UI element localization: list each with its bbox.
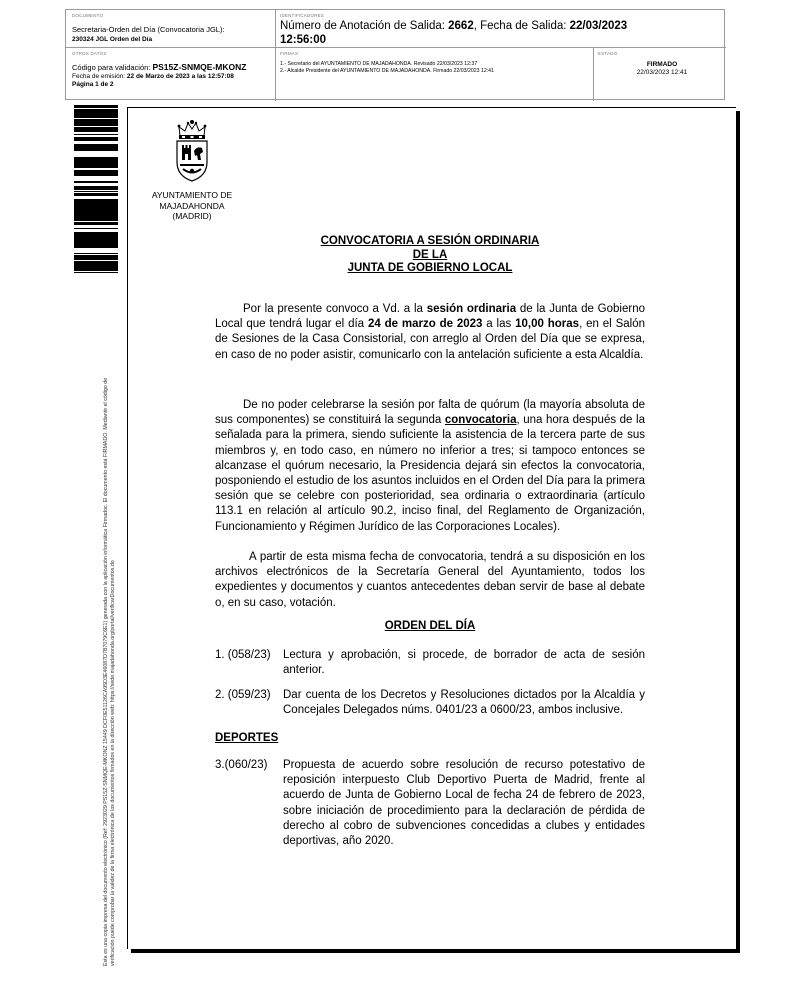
- document-header: [65, 9, 725, 100]
- validation-code: Código para validación: PS15Z-SNMQE-MKONZ: [72, 62, 247, 72]
- orden-del-dia-heading: ORDEN DEL DÍA: [384, 620, 476, 632]
- firmas-caption: FIRMAS: [280, 51, 299, 56]
- agenda-item: [215, 758, 645, 849]
- estado-value: FIRMADO: [646, 61, 678, 68]
- paragraph-quorum: De no poder celebrarse la sesión por falta de quórum (la mayoría absoluta de sus componentes) se constituirá la segunda convocatoria, una hora después de la señalada para la primera, siendo suficiente la asistencia de la tercera parte de sus miembros y, en todo caso, en número no inferior a tres; si tampoco entonces se alcanzase el quórum necesario, la Presidencia dejará sin efectos la convocatoria, posponiendo el estudio de los asuntos incluidos en el Orden del Día para la primera sesión que se celebre con posterioridad, sea ordinaria o extraordinaria (artículo 113.1 en relación al artículo 90.2, inciso final, del Reglamento de Organización, Funcionamiento y Régimen Jurídico de las Corporaciones Locales).: [215, 399, 645, 533]
- coat-of-arms-icon: [171, 118, 213, 184]
- agenda-item-number: 1. (058/23): [215, 649, 271, 661]
- documento-name: Secretaria-Orden del Día (Convocatoria JGL):: [72, 25, 225, 34]
- institution-line-3: (MADRID): [172, 211, 212, 221]
- agenda-item: [215, 688, 645, 718]
- title-line-1: CONVOCATORIA A SESIÓN ORDINARIA: [320, 235, 540, 247]
- agenda-item: [215, 648, 645, 678]
- agenda-item-text: Propuesta de acuerdo sobre resolución de recurso potestativo de reposición interpuesto Club Deportivo Puerta de Madrid, frente al acuerdo de Junta de Gobierno Local de fecha 24 de febrero de 2023, sobre iniciación de procedimiento para la declaración de pérdida de derecho al cobro de subvenciones concedidas a clubes y entidades deportivas, año 2020.: [283, 759, 645, 848]
- estado-cell: [594, 48, 726, 101]
- page-number: Página 1 de 2: [72, 81, 114, 88]
- registro-time: 12:56:00: [280, 34, 327, 46]
- registro-cell: [276, 10, 726, 48]
- document-title: [215, 235, 645, 276]
- registro-caption: IDENTIFICADORES: [280, 13, 325, 18]
- title-line-2: DE LA: [412, 248, 448, 261]
- agenda-item-text: Lectura y aprobación, si procede, de borrador de acta de sesión anterior.: [283, 649, 645, 677]
- agenda-item-number: 3.(060/23): [215, 759, 268, 771]
- institution-line-2: MAJADAHONDA: [159, 200, 225, 211]
- emission-date: Fecha de emisión: 22 de Marzo de 2023 a las 12:57:08: [72, 73, 234, 80]
- documento-code: 230324 JGL Orden del Día: [72, 36, 153, 43]
- side-text-line-1: Esta es una copia impresa del documento electrónico (Ref: 2923029 PS15Z-SNMQE-MKONZ 15449 DCF0E51126CA95D3E46087D7B7079C6E1) generada con la aplicación informática Firmadoc. El documento está FIRMADO. Mediante el código de: [103, 377, 109, 966]
- agenda-item-number: 2. (059/23): [215, 689, 271, 701]
- paragraph-archivos: A partir de esta misma fecha de convocatoria, tendrá a su disposición en los archivos electrónicos de la Secretaría General del Ayuntamiento, todos los expedientes y documentos y cuantos antecedentes deban servir de base al debate o, en su caso, votación.: [215, 551, 645, 609]
- firma-1: 1.- Secretario del AYUNTAMIENTO DE MAJADAHONDA. Revisado 22/03/2023 12:37: [280, 61, 478, 67]
- agenda-item-text: Dar cuenta de los Decretos y Resoluciones dictados por la Alcaldía y Concejales Delegados núms. 0401/23 a 0600/23, ambos inclusive.: [283, 689, 645, 717]
- title-line-3: JUNTA DE GOBIERNO LOCAL: [347, 262, 513, 274]
- documento-caption: DOCUMENTO: [72, 13, 104, 18]
- otros-datos-cell: [66, 48, 276, 101]
- paragraph-convocatoria: Por la presente convoco a Vd. a la sesión ordinaria de la Junta de Gobierno Local que tendrá lugar el día 24 de marzo de 2023 a las 10,00 horas, en el Salón de Sesiones de la Casa Consistorial, con arreglo al Orden del Día que se expresa, en caso de no poder asistir, comunicarlo con la antelación suficiente a esta Alcaldía.: [215, 303, 645, 361]
- verification-side-text: [103, 286, 116, 966]
- documento-cell: [66, 10, 276, 48]
- estado-caption: ESTADO: [598, 51, 618, 56]
- registro-text: Número de Anotación de Salida: 2662, Fecha de Salida: 22/03/2023 12:56:00: [280, 20, 628, 46]
- firma-2: 2.- Alcalde Presidente del AYUNTAMIENTO DE MAJADAHONDA. Firmado 22/03/2023 12:41: [280, 68, 494, 74]
- otros-caption: OTROS DATOS: [72, 51, 107, 56]
- estado-date: 22/03/2023 12:41: [636, 69, 688, 76]
- registro-number: 2662: [448, 20, 474, 32]
- registro-date: 22/03/2023: [569, 20, 628, 32]
- barcode-icon: [74, 105, 118, 277]
- institution-line-1: AYUNTAMIENTO DE: [151, 190, 233, 200]
- side-text-line-2: verificación puede comprobar la validez de la firma electrónica de los documentos firmados en la dirección web: https://sede.majadahonda.org/portal/verificarDocumentos.do: [109, 560, 116, 966]
- institution-name: [144, 190, 240, 222]
- section-deportes-heading: DEPORTES: [215, 732, 279, 744]
- firmas-cell: [276, 48, 594, 101]
